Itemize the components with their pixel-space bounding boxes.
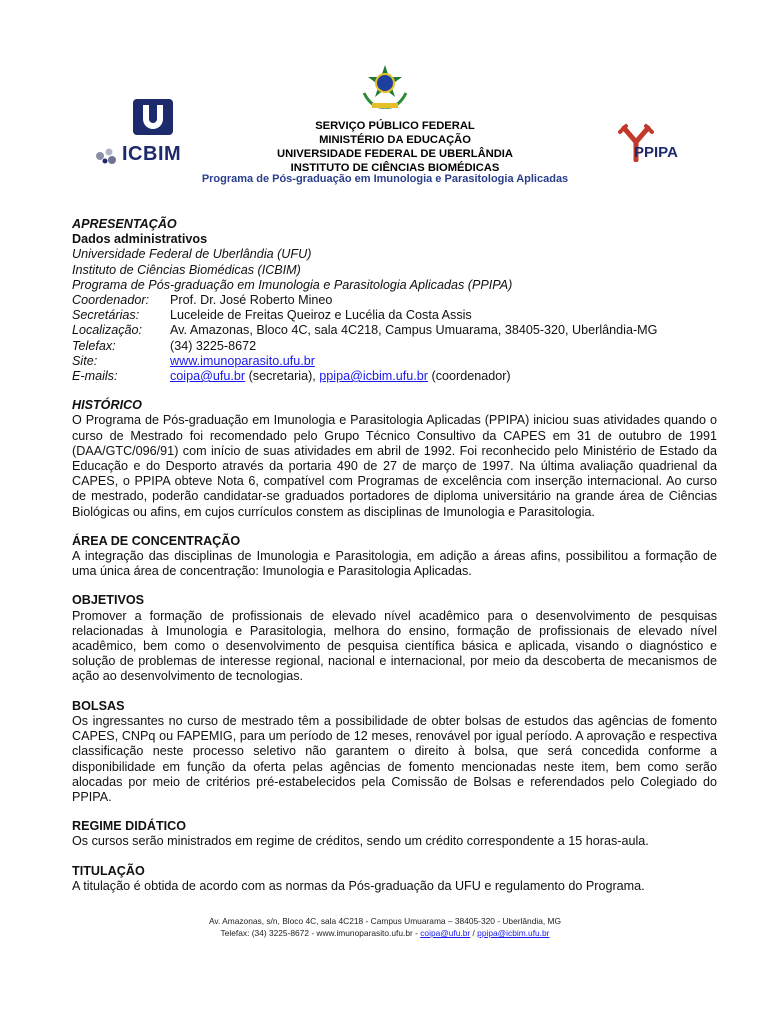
brazil-coat-of-arms-icon [358, 63, 412, 113]
footer-telefax: Telefax: (34) 3225-8672 - www.imunoparasito.ufu.br - [220, 928, 421, 938]
telefax-row [72, 339, 717, 354]
footer-address: Av. Amazonas, s/n, Bloco 4C, sala 4C218 - Campus Umuarama – 38405-320 - Uberlândia, MG [208, 916, 562, 926]
email-coordenador-link[interactable]: ppipa@icbim.ufu.br [319, 369, 428, 384]
field-value: Prof. Dr. José Roberto Mineo [170, 293, 333, 308]
ppipa-logo [618, 122, 708, 166]
info-line: Universidade Federal de Uberlândia (UFU) [72, 247, 312, 262]
field-label: Site: [72, 353, 98, 368]
emails-row [72, 369, 717, 384]
subsection-title: Dados administrativos [72, 232, 208, 247]
icbim-logo-text: ICBIM [122, 143, 182, 165]
document-body [72, 217, 717, 894]
section-title-bolsas: BOLSAS [72, 698, 125, 713]
section-text-titulacao: A titulação é obtida de acordo com as normas da Pós-graduação da UFU e regulamento do Programa. [72, 878, 645, 893]
section-title-apresentacao: APRESENTAÇÃO [72, 217, 177, 231]
field-label: Localização: [72, 323, 143, 338]
section-title-historico: HISTÓRICO [72, 398, 142, 413]
footer-email-ppipa-link[interactable]: ppipa@icbim.ufu.br [477, 928, 550, 938]
header-line: UNIVERSIDADE FEDERAL DE UBERLÂNDIA [277, 148, 513, 160]
page-footer [0, 915, 770, 939]
program-title: Programa de Pós-graduação em Imunologia e Parasitologia Aplicadas [201, 173, 569, 185]
field-label: Telefax: [72, 338, 116, 353]
section-text-area: A integração das disciplinas de Imunologia e Parasitologia, em adição a áreas afins, possibilitou a formação de uma única área de concentração: Imunologia e Parasitologia Aplicadas. [72, 549, 717, 579]
coordenador-row [72, 293, 717, 308]
section-text-historico: O Programa de Pós-graduação em Imunologia e Parasitologia Aplicadas (PPIPA) iniciou suas atividades quando o curso de Mestrado foi recomendado pelo Grupo Técnico Consultivo da CAPES em 31 de outubro de 1991 (DAA/GTC/096/91) com início de suas atividades em abril de 1992. Foi reconhecido pelo Ministério de Estado da Educação e do Desporto através da portaria 490 de 27 de março de 1997. Na última avaliação quadrienal da CAPES, o PPIPA obteve Nota 6, compatível com Programas de excelência com inserção internacional. Ao curso de mestrado, poderão candidatar-se graduados portadores de diploma universitário na grande área de Ciências Biológicas ou afins, em cujos currículos constem as disciplinas de Imunologia e Parasitologia. [72, 413, 717, 519]
field-label: Coordenador: [72, 293, 150, 308]
localizacao-row [72, 323, 717, 338]
ufu-logo-icon [133, 97, 173, 137]
field-value: (34) 3225-8672 [170, 338, 257, 353]
footer-separator: / [470, 928, 478, 938]
info-line: Programa de Pós-graduação em Imunologia e Parasitologia Aplicadas (PPIPA) [72, 277, 513, 292]
field-label: E-mails: [72, 369, 118, 384]
section-title-regime: REGIME DIDÁTICO [72, 819, 187, 834]
secretarias-row [72, 308, 717, 323]
email-secretaria-link[interactable]: coipa@ufu.br [170, 369, 246, 384]
header-line: INSTITUTO DE CIÊNCIAS BIOMÉDICAS [290, 162, 500, 174]
header-line: SERVIÇO PÚBLICO FEDERAL [315, 120, 475, 132]
header-line: MINISTÉRIO DA EDUCAÇÃO [319, 134, 471, 146]
site-row [72, 354, 717, 369]
section-title-objetivos: OBJETIVOS [72, 593, 145, 608]
footer-contact [0, 927, 770, 939]
ppipa-logo-text: PPIPA [634, 144, 678, 161]
field-value: Av. Amazonas, Bloco 4C, sala 4C218, Campus Umuarama, 38405-320, Uberlândia-MG [170, 323, 658, 338]
section-text-objetivos: Promover a formação de profissionais de elevado nível acadêmico para o desenvolvimento de pesquisas relacionadas à Imunologia e Parasitologia, melhora do ensino, formação de profissionais de elevado nível acadêmico, bem como o desenvolvimento de pesquisa científica básica e aplicada, visando o diagnóstico e solução de problemas de interesse regional, nacional e internacional, por meio da descoberta de mecanismos de ação ao desenvolvimento de tecnologias. [72, 608, 717, 684]
field-value: Luceleide de Freitas Queiroz e Lucélia da Costa Assis [170, 308, 472, 323]
email-role: (secretaria), [245, 369, 320, 384]
section-title-area: ÁREA DE CONCENTRAÇÃO [72, 533, 241, 548]
footer-email-coipa-link[interactable]: coipa@ufu.br [420, 928, 471, 938]
institution-header [190, 119, 600, 175]
field-label: Secretárias: [72, 308, 140, 323]
section-title-titulacao: TITULAÇÃO [72, 863, 145, 878]
icbim-logo [92, 140, 192, 170]
site-link[interactable]: www.imunoparasito.ufu.br [170, 353, 315, 368]
info-line: Instituto de Ciências Biomédicas (ICBIM) [72, 262, 301, 277]
molecule-icon [94, 146, 120, 166]
section-text-regime: Os cursos serão ministrados em regime de créditos, sendo um crédito correspondente a 15 horas-aula. [72, 834, 649, 849]
email-role: (coordenador) [428, 369, 511, 384]
section-text-bolsas: Os ingressantes no curso de mestrado têm a possibilidade de obter bolsas de estudos das agências de fomento CAPES, CNPq ou FAPEMIG, para um período de 12 meses, renovável por igual período. A aprovação e respectiva classificação neste processo seletivo não garantem o direito à bolsa, que será concedida conforme a disponibilidade em função da oferta pelas agências de fomento mencionadas neste item, bem como serão alocadas por meio de critérios pré-estabelecidos pela Comissão de Bolsas e referendados pelo Colegiado do PPIPA. [72, 713, 717, 804]
